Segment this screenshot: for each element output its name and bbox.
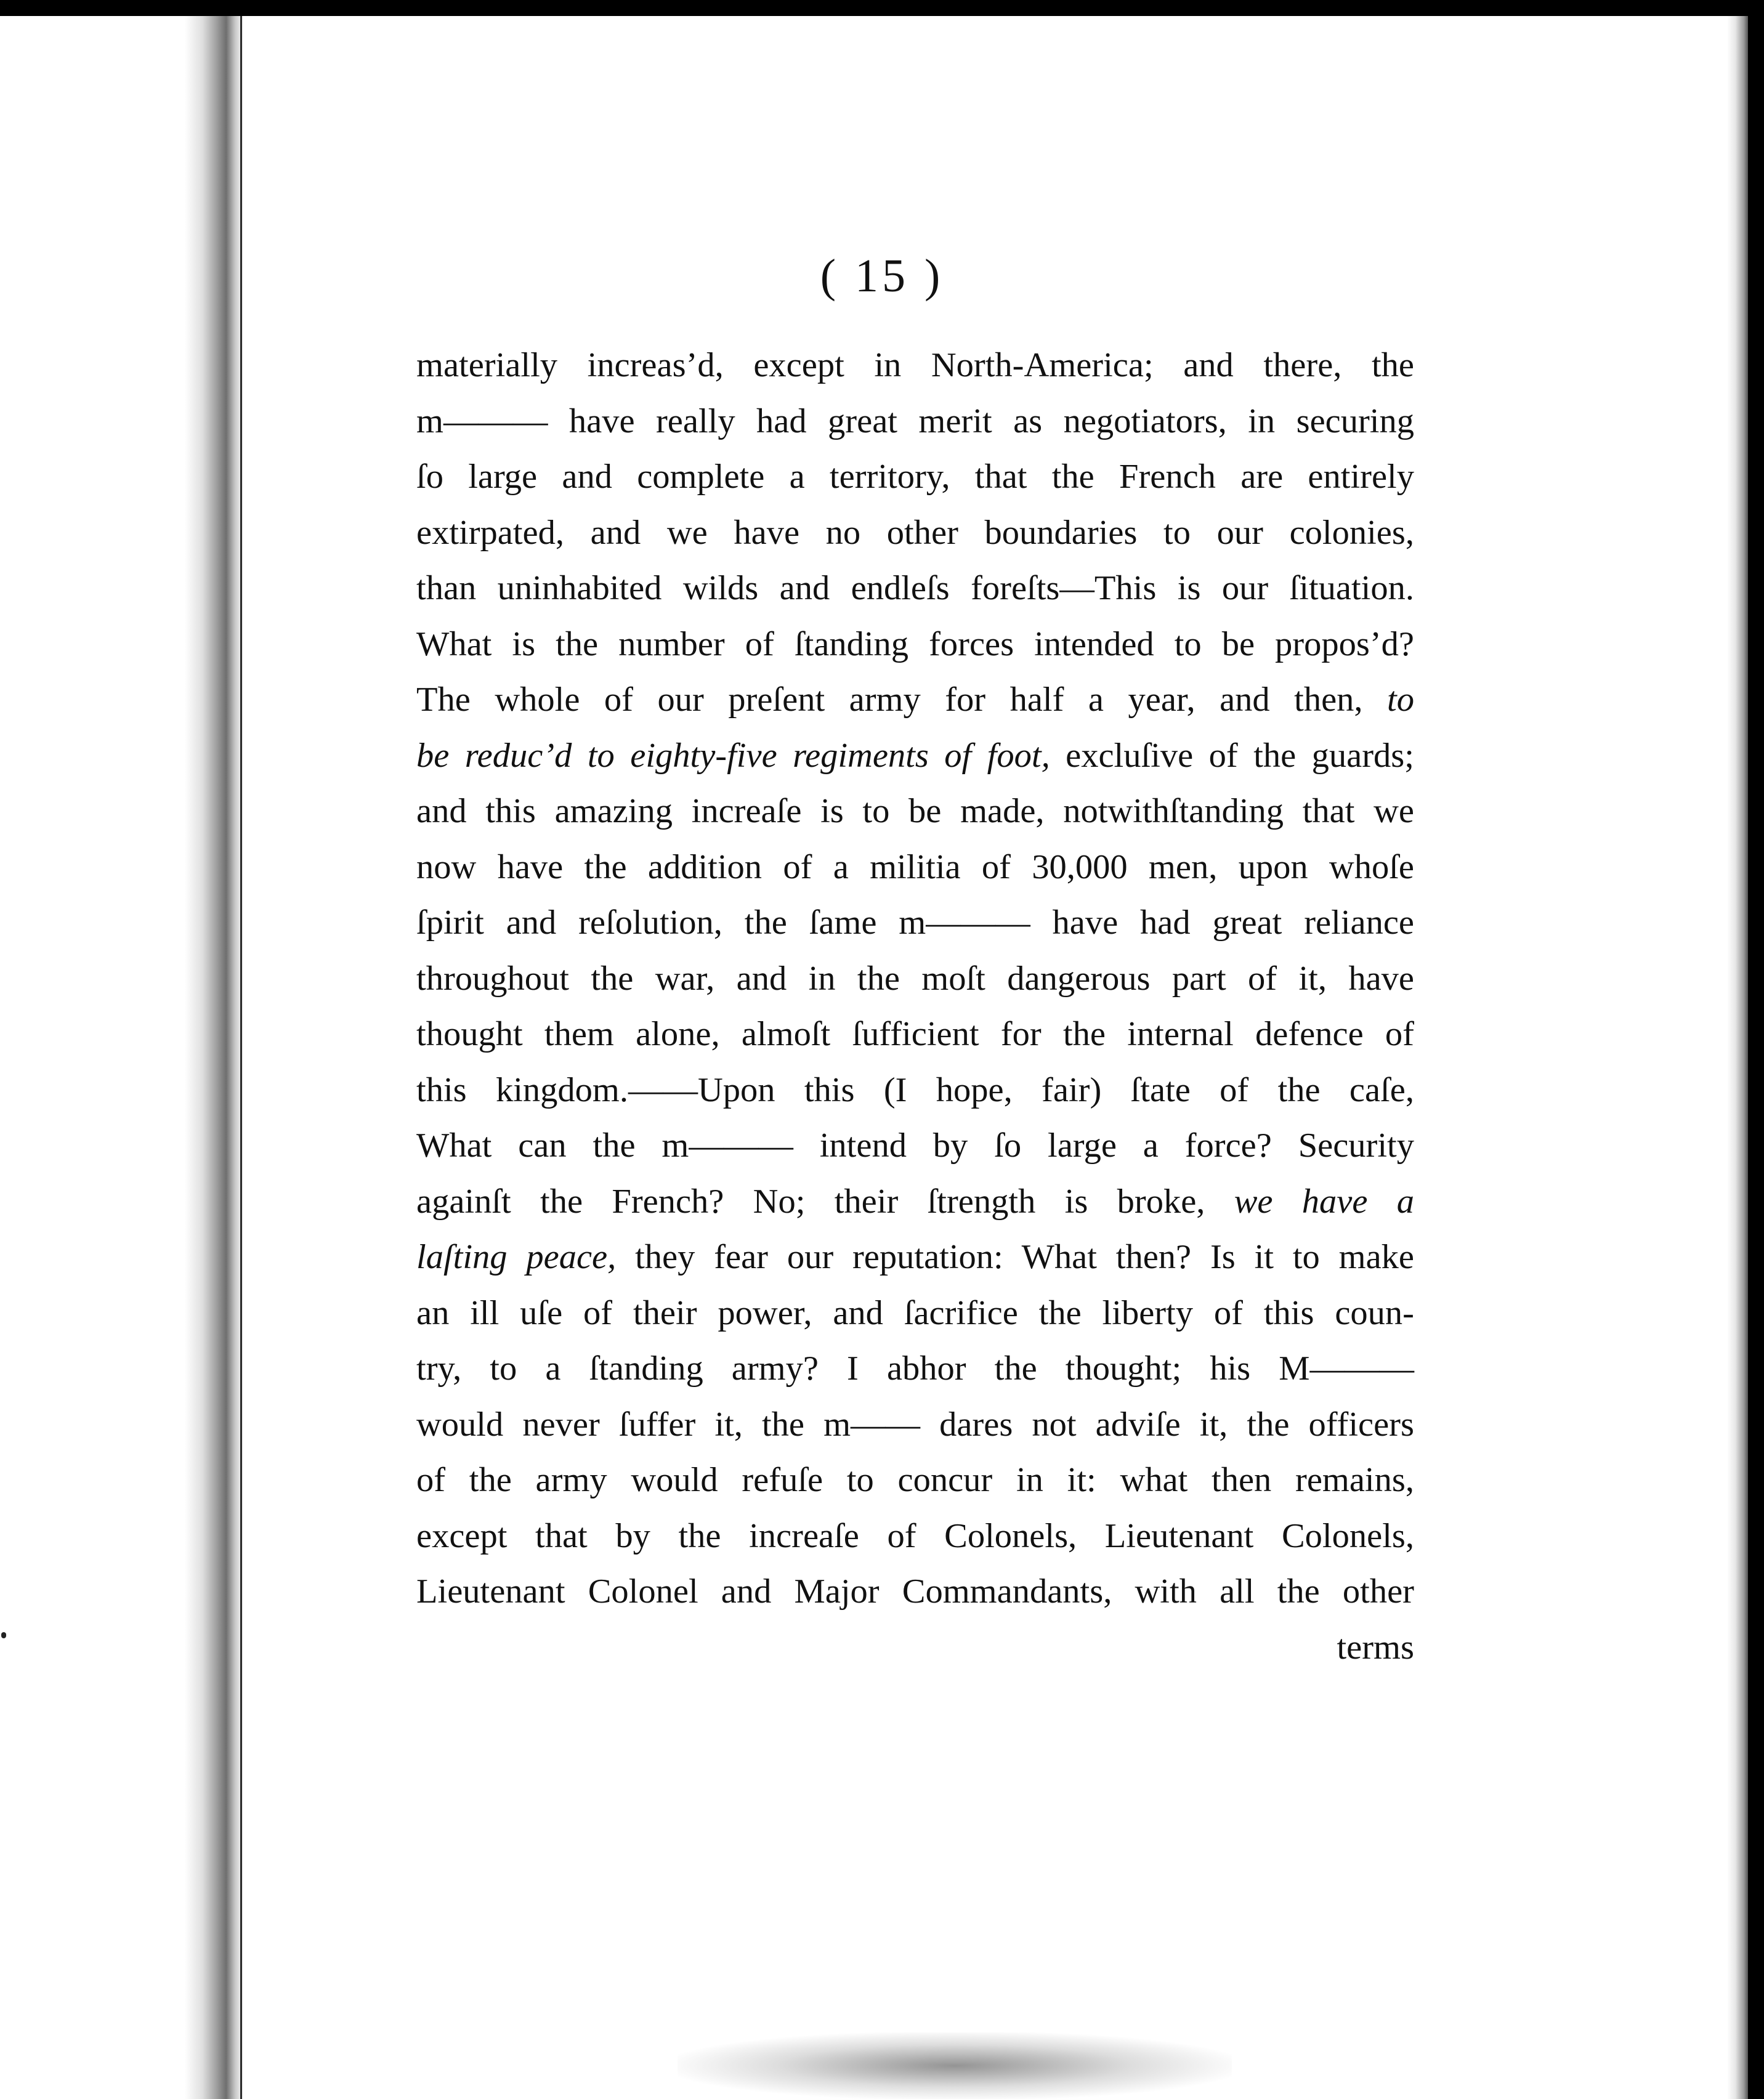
line-text: an ill uſe of their power, and ſacrifice the liberty of this coun- — [416, 1293, 1414, 1332]
catchword-text: terms — [1337, 1628, 1414, 1667]
text-line — [416, 1397, 1414, 1453]
text-line — [416, 783, 1414, 839]
line-text: except that by the increaſe of Colonels, Lieutenant Colonels, — [416, 1516, 1414, 1555]
line-text: ſpirit and reſolution, the ſame m——— have had great reliance — [416, 904, 1414, 942]
text-line — [416, 1229, 1414, 1285]
italic-text: laſting peace, — [416, 1238, 617, 1276]
scan-frame-right — [1748, 0, 1764, 2099]
gutter-shadow — [240, 16, 242, 2099]
line-text: excluſive of the guards; — [1050, 736, 1414, 775]
line-text: would never ſuffer it, the m—— dares not adviſe it, the officers — [416, 1405, 1414, 1444]
line-text: throughout the war, and in the moſt dangerous part of it, have — [416, 959, 1414, 998]
line-text: ſo large and complete a territory, that the French are entirely — [416, 458, 1414, 496]
scan-speck — [1, 1632, 6, 1638]
bottom-smudge — [678, 2032, 1232, 2099]
page-number: ( 15 ) — [820, 250, 944, 302]
text-line — [416, 449, 1414, 505]
text-line — [416, 338, 1414, 394]
text-line — [416, 1285, 1414, 1341]
text-line — [416, 1006, 1414, 1062]
line-text: they fear our reputation: What then? Is it to make — [616, 1238, 1414, 1276]
text-line — [416, 560, 1414, 617]
line-text: of the army would refuſe to concur in it: what then remains, — [416, 1461, 1414, 1499]
body-text — [416, 338, 1414, 1675]
text-line — [416, 1062, 1414, 1118]
scan-frame-top — [0, 0, 1764, 16]
text-line — [416, 1564, 1414, 1620]
text-line — [416, 839, 1414, 896]
line-text: againſt the French? No; their ſtrength is broke, — [416, 1182, 1234, 1221]
line-text: The whole of our preſent army for half a year, and then, — [416, 681, 1388, 719]
text-line — [416, 672, 1414, 728]
line-text: try, to a ſtanding army? I abhor the thought; his M——— — [416, 1349, 1414, 1388]
text-line — [416, 728, 1414, 784]
text-line — [416, 1118, 1414, 1174]
italic-text: to — [1387, 681, 1414, 719]
facing-page-edge — [185, 16, 244, 2099]
text-line — [416, 951, 1414, 1007]
line-text: extirpated, and we have no other boundaries to our colonies, — [416, 513, 1414, 552]
text-line — [416, 895, 1414, 951]
text-line — [416, 394, 1414, 450]
text-line — [416, 617, 1414, 673]
line-text: than uninhabited wilds and endleſs foreſts—This is our ſituation. — [416, 569, 1414, 607]
line-text: this kingdom.——Upon this (I hope, fair) ſtate of the caſe, — [416, 1070, 1414, 1109]
text-line — [416, 1341, 1414, 1397]
line-text: now have the addition of a militia of 30,000 men, upon whoſe — [416, 847, 1414, 886]
catchword — [416, 1620, 1414, 1676]
line-text: What can the m——— intend by ſo large a force? Security — [416, 1126, 1414, 1165]
text-line — [416, 505, 1414, 561]
line-text: m——— have really had great merit as negotiators, in securing — [416, 402, 1414, 440]
line-text: materially increas’d, except in North-America; and there, the — [416, 346, 1414, 384]
italic-text: we have a — [1234, 1182, 1415, 1221]
page-edge-shadow — [1727, 16, 1748, 2099]
line-text: thought them alone, almoſt ſufficient for the internal defence of — [416, 1015, 1414, 1053]
line-text: and this amazing increaſe is to be made, notwithſtanding that we — [416, 792, 1414, 830]
text-line — [416, 1452, 1414, 1508]
italic-text: be reduc’d to eighty-five regiments of foot, — [416, 736, 1050, 775]
text-line — [416, 1508, 1414, 1564]
line-text: What is the number of ſtanding forces intended to be propos’d? — [416, 625, 1414, 663]
line-text: Lieutenant Colonel and Major Commandants, with all the other — [416, 1572, 1414, 1611]
text-line — [416, 1174, 1414, 1230]
